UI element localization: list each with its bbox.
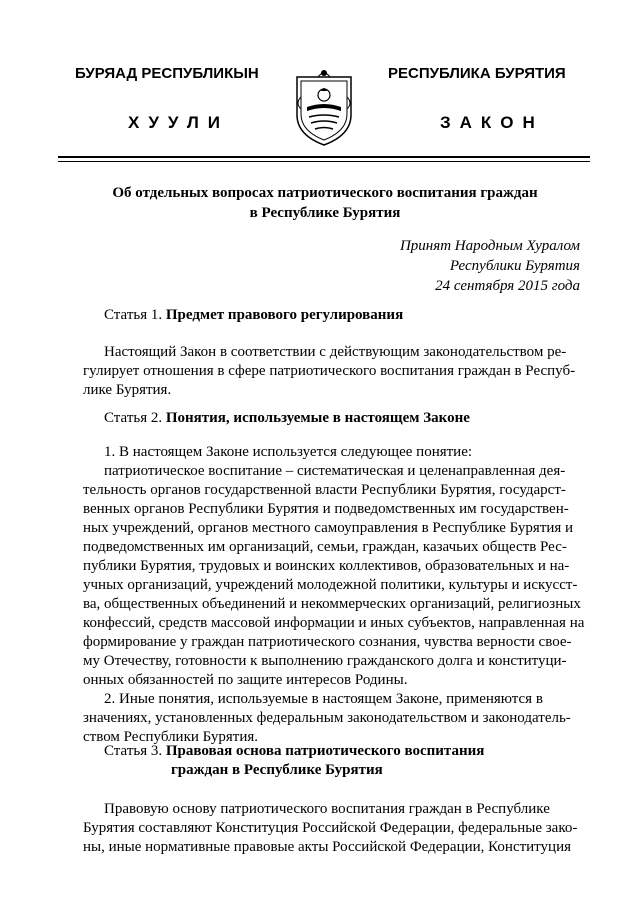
text-line: Настоящий Закон в соответствии с действующим законодательством ре- [104,344,567,360]
text-line: значениях, установленных федеральным законодательством и законодатель- [83,710,571,726]
article-number: Статья 3. [104,743,163,759]
header-left-republic: БУРЯАД РЕСПУБЛИКЫН [75,65,259,82]
text-line: Правовую основу патриотического воспитания граждан в Республике [104,801,550,817]
text-line: патриотическое воспитание – систематическая и целенаправленная дея- [104,463,566,479]
adoption-line: Республики Бурятия [449,258,580,274]
article-heading: Понятия, используемые в настоящем Законе [165,410,470,426]
article-3-title [104,741,484,761]
article-3-text [83,800,590,857]
text-line: гулирует отношения в сфере патриотического воспитания граждан в Респуб- [83,363,576,379]
article-number: Статья 1. [104,307,163,323]
text-line: онных обязанностей по защите интересов Родины. [83,672,408,688]
header-rule-thin [58,161,590,162]
text-line: тельность органов государственной власти Республики Бурятия, государст- [83,482,566,498]
article-3-heading-line2: граждан в Республике Бурятия [171,762,383,778]
text-line: формирование у граждан патриотического сознания, чувства верности свое- [83,634,572,650]
text-line: лике Бурятия. [83,382,172,398]
text-line: подведомственных им организаций, семьи, граждан, казачьих обществ Рес- [83,539,567,555]
article-2-text [83,443,590,747]
article-1-title [104,305,403,325]
adoption-date: 24 сентября 2015 года [435,278,580,294]
text-line: ны, иные нормативные правовые акты Российской Федерации, Конституция [83,839,571,855]
text-line: Бурятия составляют Конституция Российской Федерации, федеральные зако- [83,820,578,836]
article-1-text [83,343,590,400]
text-line: 1. В настоящем Законе используется следующее понятие: [104,444,473,460]
text-line: 2. Иные понятия, используемые в настоящем Законе, применяются в [104,691,543,707]
text-line: ва, общественных объединений и некоммерческих организаций, религиозных [83,596,581,612]
adoption-line: Принят Народным Хуралом [399,238,580,254]
header-right-law: ЗАКОН [440,113,544,132]
text-line: конфессий, средств массовой информации и иных субъектов, направленная на [83,615,585,631]
header-left-law: ХУУЛИ [128,113,229,132]
text-line: ством Республики Бурятия. [83,729,259,745]
text-line: му Отечеству, готовности к выполнению гражданского долга и конституци- [83,653,567,669]
coat-of-arms-icon [291,67,357,147]
article-number: Статья 2. [104,410,163,426]
header-rule-thick [58,156,590,158]
article-heading: Предмет правового регулирования [165,307,404,323]
article-heading: Правовая основа патриотического воспитания [165,743,485,759]
law-title-line: в Республике Бурятия [249,205,401,221]
adoption-note [400,236,580,296]
law-title-line: Об отдельных вопросах патриотического воспитания граждан [112,185,538,201]
law-title [60,183,590,223]
text-line: ных учреждений, органов местного самоуправления в Республике Бурятия и [83,520,574,536]
article-2-title [104,408,470,428]
text-line: публики Бурятия, трудовых и воинских коллективов, образовательных и на- [83,558,570,574]
text-line: учных организаций, учреждений молодежной политики, культуры и искусст- [83,577,578,593]
text-line: венных органов Республики Бурятия и подведомственных им государствен- [83,501,569,517]
header-right-republic: РЕСПУБЛИКА БУРЯТИЯ [388,65,566,82]
